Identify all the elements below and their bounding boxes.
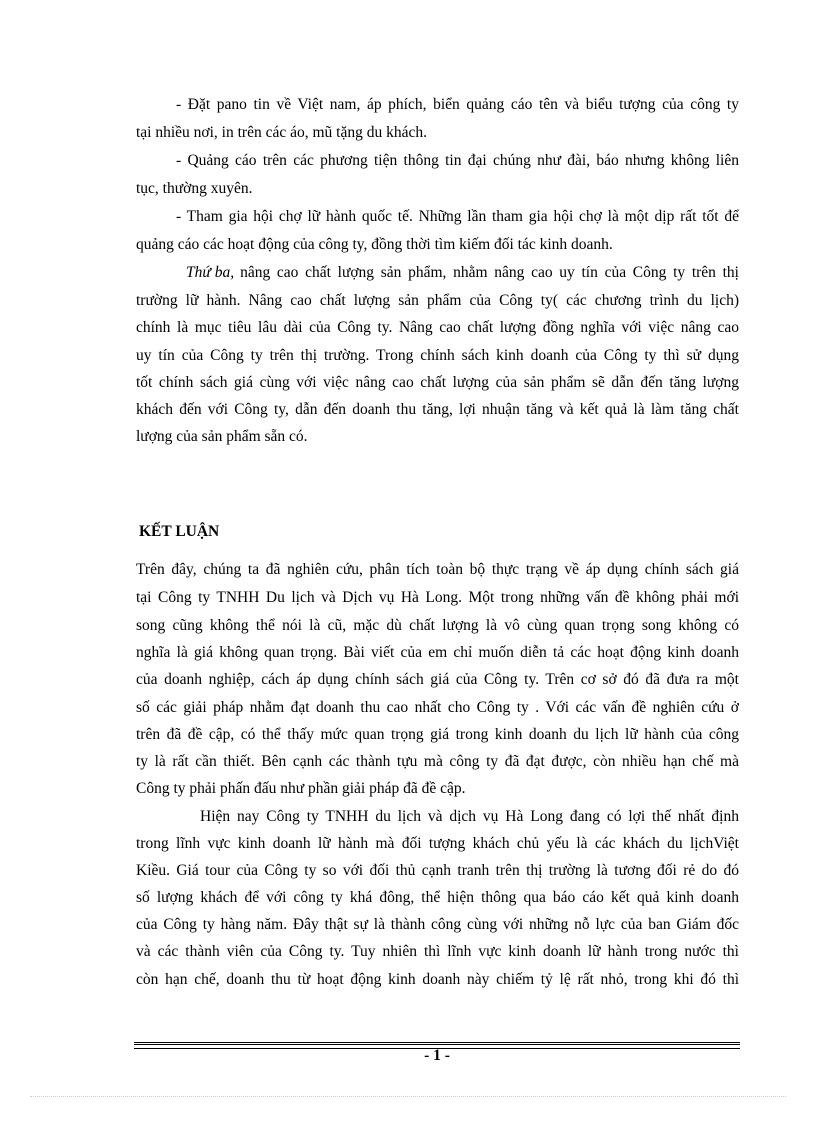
text-line: ty là rất cần thiết. Bên cạnh các thành tựu mà công ty đã đạt được, còn nhiều hạn chế mà: [136, 753, 739, 770]
text-line: khách đến với Công ty, dẫn đến doanh thu tăng, lợi nhuận tăng và kết quả là làm tăng chất: [136, 401, 739, 418]
text-line: Công ty phải phấn đấu như phần giải pháp đã đề cập.: [136, 780, 466, 797]
text-line: - Quảng cáo trên các phương tiện thông tin đại chúng như đài, báo nhưng không liên: [176, 152, 739, 169]
page-number: - 1 -: [424, 1047, 450, 1064]
text-line: lượng của sản phẩm sẵn có.: [136, 428, 308, 445]
text-line: tại nhiều nơi, in trên các áo, mũ tặng du khách.: [136, 124, 427, 141]
text-line: còn hạn chế, doanh thu từ hoạt động kinh doanh này chiếm tỷ lệ rất nhỏ, trong khi đó thì: [136, 971, 739, 988]
section-heading: KẾT LUẬN: [139, 523, 220, 540]
text-line: nghĩa là giá không quan trọng. Bài viết của em chỉ muốn diễn tả các hoạt động kinh doanh: [136, 644, 739, 661]
text-line: quảng cáo các hoạt động của công ty, đồng thời tìm kiếm đối tác kinh doanh.: [136, 236, 613, 253]
text-line: nâng cao chất lượng sản phẩm, nhằm nâng cao uy tín của Công ty trên thị: [240, 264, 739, 281]
text-line: số các giải pháp nhằm đạt doanh thu cao nhất cho Công ty . Với các vấn đề nghiên cứu ở: [136, 699, 739, 716]
text-line: Kiều. Giá tour của Công ty so với đối thủ cạnh tranh trên thị trường là tương đối rẻ do đó: [136, 862, 739, 879]
third-point-line: [186, 263, 739, 283]
text-line: - Tham gia hội chợ lữ hành quốc tế. Những lần tham gia hội chợ là một dịp rất tốt để: [176, 208, 739, 225]
text-line: trường lữ hành. Nâng cao chất lượng sản phẩm của Công ty( các chương trình du lịch): [136, 292, 739, 309]
text-line: của doanh nghiệp, cách áp dụng chính sách giá của Công ty. Trên cơ sở đó đã đưa ra một: [136, 671, 739, 688]
text-line: Trên đây, chúng ta đã nghiên cứu, phân tích toàn bộ thực trạng về áp dụng chính sách giá: [136, 561, 739, 578]
text-line: song cũng không thể nói là cũ, mặc dù chất lượng là vô cùng quan trọng song không có: [136, 617, 739, 634]
text-line: số lượng khách để với công ty khá đông, thể hiện thông qua báo cáo kết quả kinh doanh: [136, 889, 739, 906]
text-line: và các thành viên của Công ty. Tuy nhiên thì lĩnh vực kinh doanh lữ hành trong nước thì: [136, 943, 739, 960]
text-line: Hiện nay Công ty TNHH du lịch và dịch vụ Hà Long đang có lợi thế nhất định: [200, 808, 739, 825]
third-point-label: Thứ ba,: [186, 264, 235, 281]
text-line: của Công ty hàng năm. Đây thật sự là thành công cùng với những nỗ lực của ban Giám đốc: [136, 916, 739, 933]
text-line: trên đã đề cập, có thể thấy mức quan trọng giá trong kinh doanh du lịch lữ hành của công: [136, 726, 739, 743]
text-line: chính là mục tiêu lâu dài của Công ty. Nâng cao chất lượng đồng nghĩa với việc nâng cao: [136, 319, 739, 336]
page-bottom-border: [30, 1096, 786, 1097]
text-line: tại Công ty TNHH Du lịch và Dịch vụ Hà Long. Một trong những vấn đề không phải mới: [136, 589, 739, 606]
text-line: uy tín của Công ty trên thị trường. Trong chính sách kinh doanh của Công ty thì sử dụng: [136, 347, 739, 364]
text-line: tốt chính sách giá cùng với việc nâng cao chất lượng của sản phẩm sẽ dẫn đến tăng lượng: [136, 374, 739, 391]
text-line: tục, thường xuyên.: [136, 180, 253, 197]
text-line: - Đặt pano tin về Việt nam, áp phích, biển quảng cáo tên và biểu tượng của công ty: [176, 96, 739, 113]
text-line: trong lĩnh vực kinh doanh lữ hành mà đối tượng khách chủ yếu là các khách du lịchViệt: [136, 835, 739, 852]
